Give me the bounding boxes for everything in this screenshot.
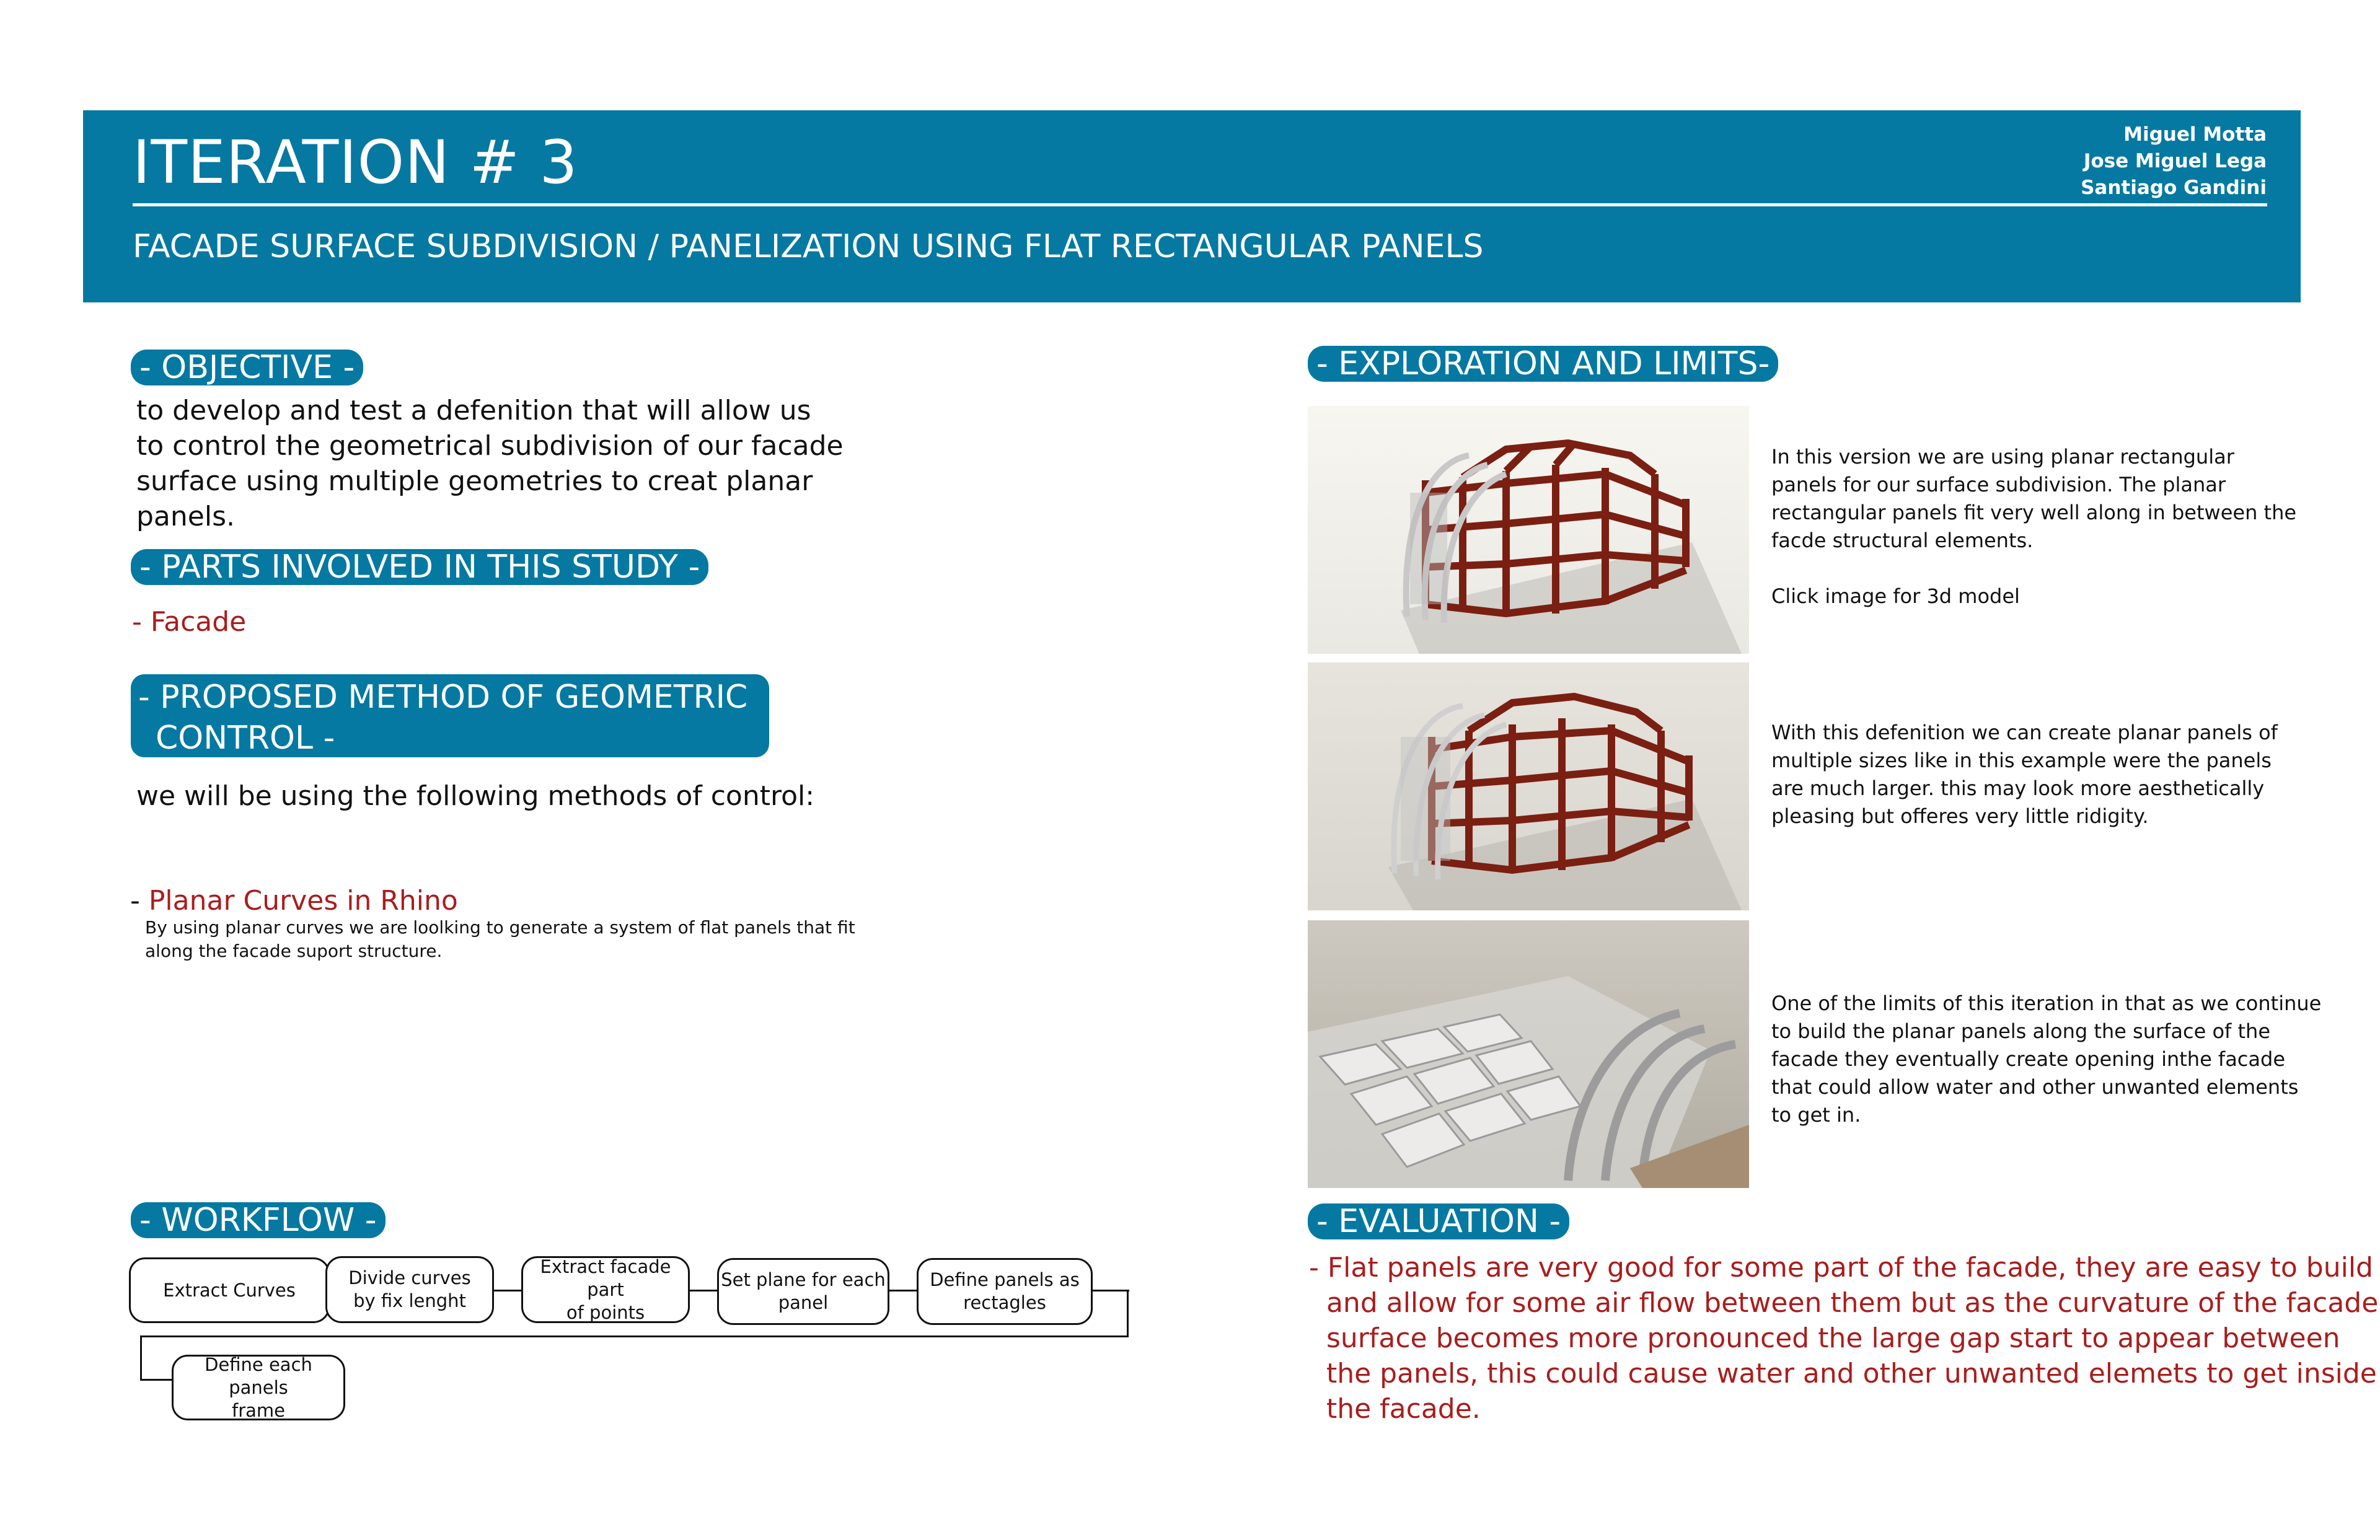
exploration-line: One of the limits of this iteration in that as we continue	[1771, 992, 2322, 1015]
facade-panels-closeup-graphic	[1308, 920, 1749, 1188]
evaluation-text	[1309, 1250, 2379, 1427]
workflow-connector	[140, 1379, 174, 1381]
objective-line: surface using multiple geometries to creat planar	[136, 465, 813, 497]
render-image-3[interactable]	[1308, 920, 1749, 1188]
render-image-1[interactable]	[1308, 406, 1749, 654]
workflow-step-label: Set plane for each	[721, 1269, 886, 1290]
method-item	[130, 883, 458, 918]
author-name: Jose Miguel Lega	[2083, 150, 2267, 172]
parts-item: - Facade	[132, 606, 247, 638]
facade-render-graphic	[1308, 662, 1749, 910]
method-description	[145, 916, 855, 963]
click-for-3d-link[interactable]: Click image for 3d model	[1771, 584, 2020, 608]
page-subtitle: FACADE SURFACE SUBDIVISION / PANELIZATION USING FLAT RECTANGULAR PANELS	[133, 228, 1484, 265]
author-list	[2081, 121, 2267, 201]
workflow-connector	[1091, 1290, 1129, 1291]
workflow-step-label: Define panels as	[930, 1269, 1080, 1290]
exploration-line: that could allow water and other unwanted elements	[1771, 1075, 2299, 1099]
evaluation-line: and allow for some air flow between them but as the curvature of the facade	[1309, 1287, 2379, 1319]
page-title: ITERATION # 3	[133, 128, 578, 197]
author-name: Miguel Motta	[2123, 123, 2267, 146]
exploration-line: facade they eventually create opening inthe facade	[1771, 1047, 2285, 1071]
exploration-line: are much larger. this may look more aesthetically	[1771, 777, 2265, 800]
exploration-line: In this version we are using planar rectangular	[1771, 445, 2234, 469]
workflow-step-label: Define each panels	[205, 1353, 312, 1398]
facade-render-graphic	[1308, 406, 1749, 654]
objective-line: panels.	[136, 501, 235, 532]
method-heading-line: CONTROL -	[156, 719, 335, 757]
method-item-label: Planar Curves in Rhino	[148, 885, 458, 917]
evaluation-line: the facade.	[1309, 1393, 1481, 1425]
exploration-line: panels for our surface subdivision. The planar	[1771, 473, 2226, 496]
exploration-text-3	[1771, 990, 2329, 1129]
objective-text	[136, 393, 844, 534]
evaluation-line: the panels, this could cause water and other unwanted elemets to get inside	[1309, 1358, 2377, 1389]
exploration-heading: - EXPLORATION AND LIMITS-	[1308, 346, 1778, 382]
evaluation-heading: - EVALUATION -	[1308, 1203, 1569, 1239]
objective-line: to control the geometrical subdivision of our facade	[136, 430, 844, 462]
method-heading-box	[131, 674, 769, 757]
workflow-step-extract-points	[521, 1256, 690, 1323]
objective-heading: - OBJECTIVE -	[131, 350, 363, 385]
method-intro: we will be using the following methods of control:	[136, 780, 815, 812]
workflow-step-label: frame	[232, 1399, 285, 1421]
author-name: Santiago Gandini	[2081, 177, 2267, 199]
exploration-line: to build the planar panels along the surface of the	[1771, 1019, 2270, 1043]
exploration-line: With this defenition we can create planar panels of	[1771, 721, 2278, 744]
exploration-line: pleasing but offeres very little ridigity.	[1771, 804, 2149, 828]
workflow-step-label: of points	[566, 1301, 645, 1323]
exploration-line: multiple sizes like in this example were the panels	[1771, 749, 2272, 772]
method-item-prefix: -	[130, 885, 149, 917]
workflow-connector	[1127, 1290, 1129, 1337]
workflow-step-divide-curves	[325, 1256, 494, 1323]
objective-line: to develop and test a defenition that will allow us	[136, 395, 811, 426]
exploration-line: facde structural elements.	[1771, 529, 2034, 552]
workflow-step-label: Extract Curves	[163, 1279, 296, 1301]
header-divider	[133, 203, 2267, 206]
workflow-step-label: Divide curves	[348, 1267, 471, 1288]
workflow-step-label: Extract facade part	[540, 1256, 671, 1300]
workflow-step-extract-curves	[129, 1257, 330, 1323]
method-heading-line: - PROPOSED METHOD OF GEOMETRIC	[138, 679, 748, 716]
method-desc-line: By using planar curves we are loolking to generate a system of flat panels that fit	[145, 917, 855, 938]
parts-heading: - PARTS INVOLVED IN THIS STUDY -	[131, 549, 708, 585]
workflow-step-label: by fix lenght	[353, 1290, 466, 1311]
workflow-heading: - WORKFLOW -	[131, 1202, 386, 1238]
header-banner	[83, 110, 2301, 302]
exploration-text-1	[1771, 443, 2329, 610]
exploration-line: rectangular panels fit very well along in between the	[1771, 501, 2297, 524]
exploration-line	[1771, 555, 2329, 583]
method-desc-line: along the facade suport structure.	[145, 941, 443, 961]
exploration-text-2	[1771, 719, 2329, 830]
workflow-step-label: rectagles	[963, 1292, 1046, 1313]
evaluation-line: - Flat panels are very good for some part of the facade, they are easy to build	[1309, 1252, 2373, 1283]
exploration-line: to get in.	[1771, 1103, 1861, 1127]
render-image-2[interactable]	[1308, 662, 1749, 910]
workflow-step-label: panel	[778, 1292, 829, 1313]
workflow-step-define-panels	[917, 1258, 1093, 1325]
workflow-connector	[140, 1335, 142, 1380]
workflow-step-define-frame	[172, 1355, 345, 1420]
evaluation-line: surface becomes more pronounced the large gap start to appear between	[1309, 1322, 2340, 1354]
workflow-connector	[140, 1335, 1129, 1337]
workflow-step-set-plane	[717, 1258, 889, 1325]
